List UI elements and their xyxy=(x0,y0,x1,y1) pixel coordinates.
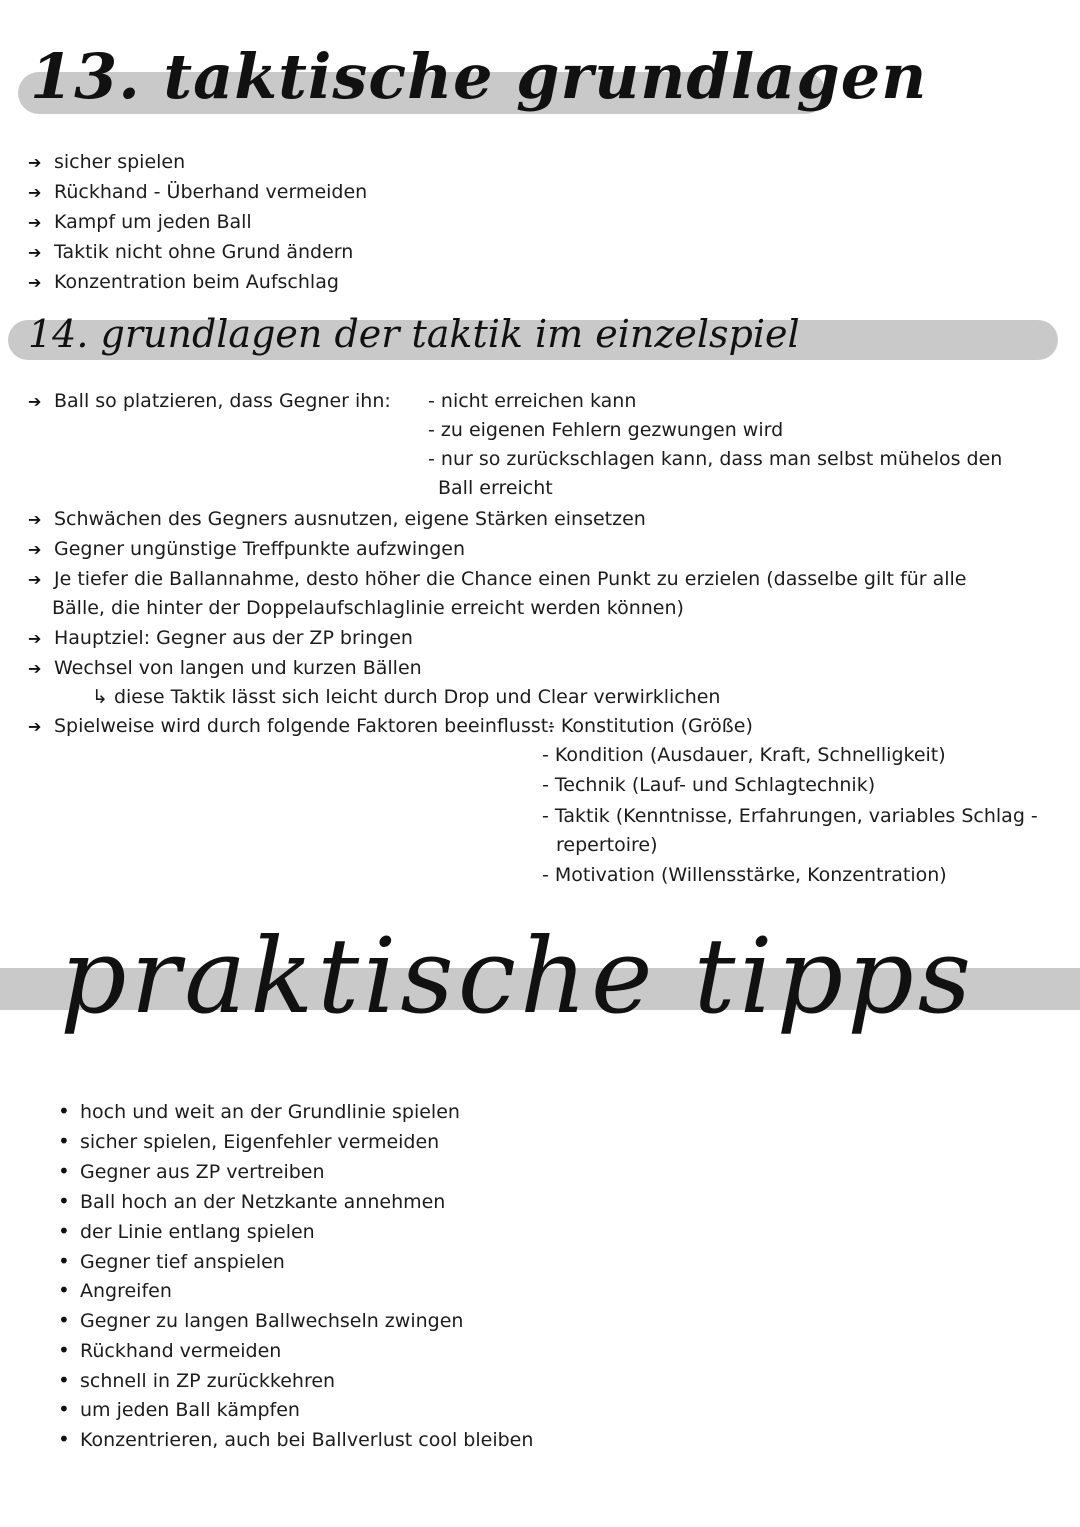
list-item: ➔ Gegner ungünstige Treffpunkte aufzwingen xyxy=(28,538,466,560)
list-item: ➔ Schwächen des Gegners ausnutzen, eigene Stärken einsetzen xyxy=(28,508,646,530)
bullet-dot-icon: • xyxy=(58,1159,70,1183)
section13-title: 13. taktische grundlagen xyxy=(30,40,928,113)
arrow-right-icon: ➔ xyxy=(28,659,42,678)
factor-item: - Technik (Lauf- und Schlagtechnik) xyxy=(542,774,876,796)
list-item: • Rückhand vermeiden xyxy=(58,1338,282,1362)
bullet-dot-icon: • xyxy=(58,1189,70,1213)
list-item: • um jeden Ball kämpfen xyxy=(58,1397,300,1421)
list-item: • Konzentrieren, auch bei Ballverlust cool bleiben xyxy=(58,1427,534,1451)
list-item: ➔ Taktik nicht ohne Grund ändern xyxy=(28,241,354,263)
arrow-right-icon: ➔ xyxy=(28,510,42,529)
arrow-right-icon: ➔ xyxy=(28,392,42,411)
factor-item: - Kondition (Ausdauer, Kraft, Schnelligkeit) xyxy=(542,744,946,766)
tipps-title: praktische tipps xyxy=(60,915,976,1037)
arrow-right-icon: ➔ xyxy=(28,153,42,172)
bullet-dot-icon: • xyxy=(58,1129,70,1153)
list-item: • Gegner tief anspielen xyxy=(58,1249,285,1273)
list-item: ➔ Wechsel von langen und kurzen Bällen xyxy=(28,657,422,679)
bullet-dot-icon: • xyxy=(58,1397,70,1421)
list-item: ➔ Kampf um jeden Ball xyxy=(28,211,252,233)
list-item: ➔ Rückhand - Überhand vermeiden xyxy=(28,181,368,203)
bullet-dot-icon: • xyxy=(58,1278,70,1302)
sub-item: - nicht erreichen kann xyxy=(428,390,637,412)
sub-item: - zu eigenen Fehlern gezwungen wird xyxy=(428,419,784,441)
bullet-dot-icon: • xyxy=(58,1308,70,1332)
bullet-dot-icon: • xyxy=(58,1338,70,1362)
bullet-dot-icon: • xyxy=(58,1249,70,1273)
list-item: ➔ Spielweise wird durch folgende Faktoren beeinflusst: xyxy=(28,715,555,737)
list-item: • hoch und weit an der Grundlinie spielen xyxy=(58,1099,460,1123)
arrow-right-icon: ➔ xyxy=(28,540,42,559)
list-item: • sicher spielen, Eigenfehler vermeiden xyxy=(58,1129,440,1153)
list-item: • der Linie entlang spielen xyxy=(58,1219,315,1243)
arrow-right-icon: ➔ xyxy=(28,183,42,202)
list-item: ➔ Konzentration beim Aufschlag xyxy=(28,271,339,293)
sub-item: Ball erreicht xyxy=(438,477,553,499)
arrow-right-icon: ➔ xyxy=(28,213,42,232)
list-item: • Gegner aus ZP vertreiben xyxy=(58,1159,325,1183)
sub-note: ↳ diese Taktik lässt sich leicht durch Drop und Clear verwirklichen xyxy=(92,686,721,708)
bullet-dot-icon: • xyxy=(58,1368,70,1392)
section14-title: 14. grundlagen der taktik im einzelspiel xyxy=(28,312,800,356)
arrow-right-icon: ➔ xyxy=(28,629,42,648)
sub-item: - nur so zurückschlagen kann, dass man selbst mühelos den xyxy=(428,448,1003,470)
arrow-right-icon: ➔ xyxy=(28,717,42,736)
bullet-dot-icon: • xyxy=(58,1099,70,1123)
list-item: • Ball hoch an der Netzkante annehmen xyxy=(58,1189,446,1213)
list-item: • Gegner zu langen Ballwechseln zwingen xyxy=(58,1308,464,1332)
list-item: ➔ sicher spielen xyxy=(28,151,186,173)
factor-item: - Motivation (Willensstärke, Konzentration) xyxy=(542,864,947,886)
arrow-right-icon: ➔ xyxy=(28,243,42,262)
factor-item: repertoire) xyxy=(556,834,658,856)
list-item-continuation: Bälle, die hinter der Doppelaufschlaglinie erreicht werden können) xyxy=(52,597,684,619)
list-item: • Angreifen xyxy=(58,1278,172,1302)
bullet-dot-icon: • xyxy=(58,1219,70,1243)
arrow-right-icon: ➔ xyxy=(28,570,42,589)
list-item: ➔ Je tiefer die Ballannahme, desto höher die Chance einen Punkt zu erzielen (dasselbe gilt für alle xyxy=(28,568,967,590)
factor-item: - Konstitution (Größe) xyxy=(548,715,753,737)
bullet-dot-icon: • xyxy=(58,1427,70,1451)
list-item: ➔ Ball so platzieren, dass Gegner ihn: xyxy=(28,390,391,412)
arrow-right-icon: ➔ xyxy=(28,273,42,292)
list-item: • schnell in ZP zurückkehren xyxy=(58,1368,336,1392)
list-item: ➔ Hauptziel: Gegner aus der ZP bringen xyxy=(28,627,413,649)
factor-item: - Taktik (Kenntnisse, Erfahrungen, variables Schlag - xyxy=(542,805,1038,827)
